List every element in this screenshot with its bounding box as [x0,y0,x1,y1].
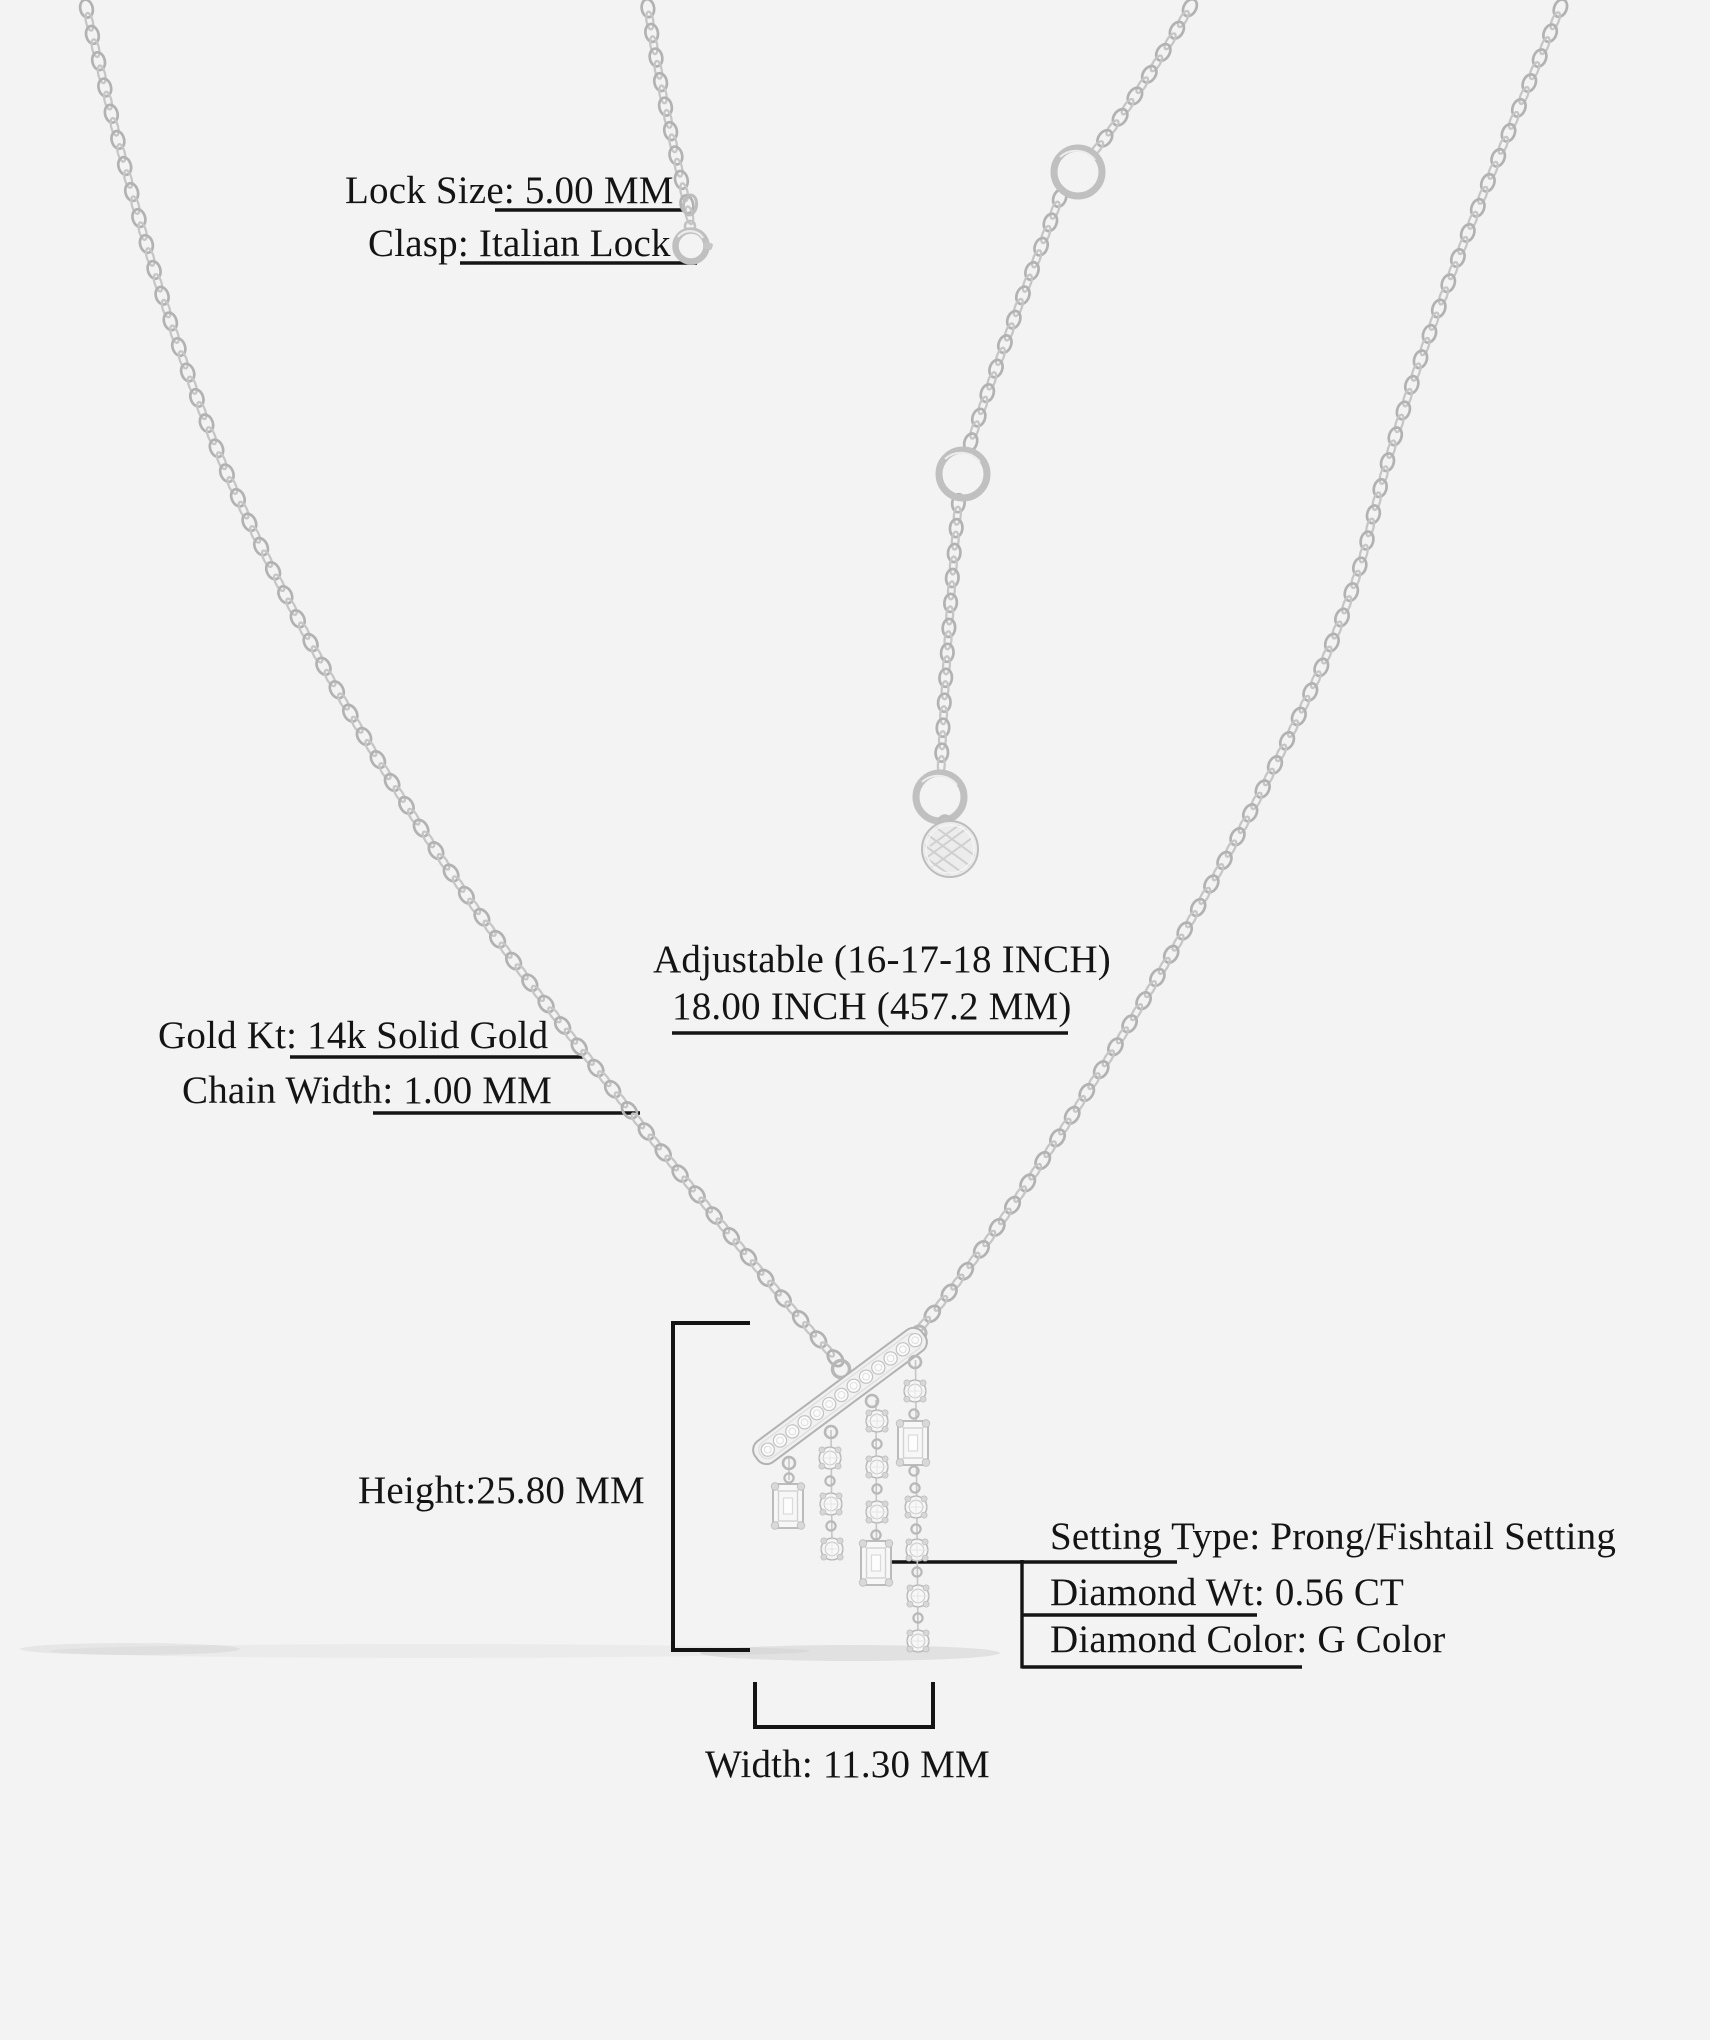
pendant-strand [896,1356,930,1652]
label-diamond-color: Diamond Color: G Color [1050,1618,1446,1661]
label-setting-type: Setting Type: Prong/Fishtail Setting [1050,1515,1617,1558]
label-chain-width: Chain Width: 1.00 MM [182,1069,553,1112]
label-chain-length: 18.00 INCH (457.2 MM) [672,985,1072,1028]
label-gold-karat: Gold Kt: 14k Solid Gold [158,1014,549,1057]
label-pendant-width: Width: 11.30 MM [705,1743,990,1786]
main-chain-right [920,2,1563,1328]
label-lock-size: Lock Size: 5.00 MM [345,169,674,212]
necklace-chains [78,0,1569,1369]
width-bracket [755,1682,933,1727]
pendant [749,1324,931,1653]
label-clasp: Clasp: Italian Lock [368,222,671,265]
label-adjustable: Adjustable (16-17-18 INCH) [653,938,1111,981]
label-diamond-weight: Diamond Wt: 0.56 CT [1050,1571,1405,1614]
extender-disc-tag [918,816,978,884]
height-bracket [673,1323,750,1650]
pendant-strand [771,1457,805,1529]
floor-shadow [20,1643,1000,1661]
label-pendant-height: Height:25.80 MM [358,1469,645,1512]
